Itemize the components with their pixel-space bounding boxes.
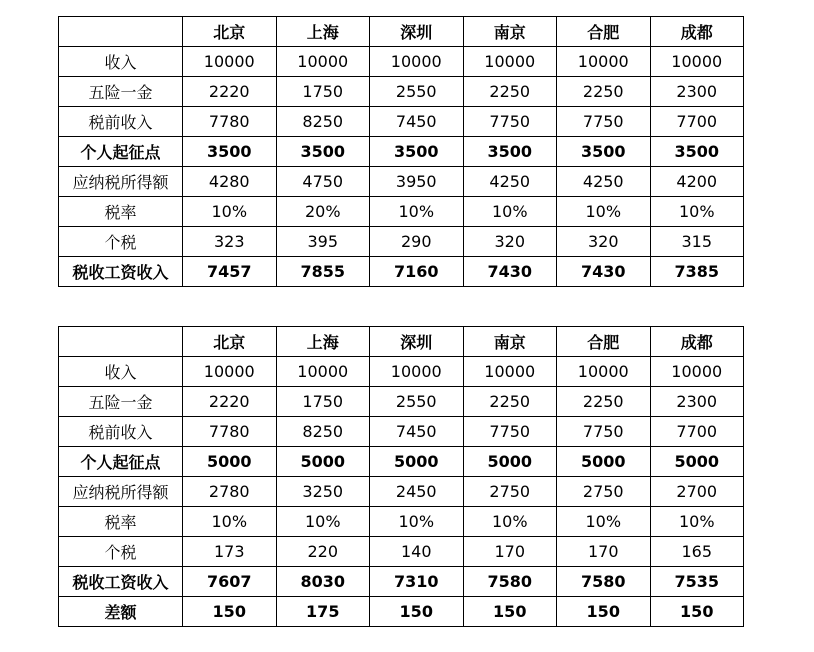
value-cell: 3500 [276, 137, 370, 167]
table-row [59, 447, 744, 477]
value-cell: 10000 [650, 47, 744, 77]
table-row [59, 47, 744, 77]
value-cell: 150 [557, 597, 651, 627]
row-label: 个人起征点 [59, 447, 183, 477]
tax-table-threshold-3500 [58, 16, 744, 287]
value-cell: 10% [370, 507, 464, 537]
value-cell: 2300 [650, 387, 744, 417]
value-cell: 220 [276, 537, 370, 567]
value-cell: 10000 [370, 357, 464, 387]
value-cell: 150 [650, 597, 744, 627]
row-label: 差额 [59, 597, 183, 627]
value-cell: 20% [276, 197, 370, 227]
value-cell: 3250 [276, 477, 370, 507]
value-cell: 2250 [463, 387, 557, 417]
value-cell: 2450 [370, 477, 464, 507]
table-row [59, 567, 744, 597]
table-row [59, 477, 744, 507]
table-row [59, 537, 744, 567]
value-cell: 10% [276, 507, 370, 537]
value-cell: 2550 [370, 387, 464, 417]
corner-cell [59, 17, 183, 47]
value-cell: 7450 [370, 107, 464, 137]
table-row [59, 507, 744, 537]
value-cell: 3500 [557, 137, 651, 167]
city-header: 成都 [650, 327, 744, 357]
city-header: 成都 [650, 17, 744, 47]
value-cell: 7450 [370, 417, 464, 447]
value-cell: 7700 [650, 417, 744, 447]
value-cell: 10000 [370, 47, 464, 77]
row-label: 收入 [59, 357, 183, 387]
value-cell: 7750 [557, 107, 651, 137]
value-cell: 2750 [557, 477, 651, 507]
value-cell: 3500 [650, 137, 744, 167]
row-label: 税前收入 [59, 107, 183, 137]
value-cell: 7855 [276, 257, 370, 287]
value-cell: 10% [463, 197, 557, 227]
value-cell: 10000 [276, 357, 370, 387]
table-row [59, 227, 744, 257]
value-cell: 10% [557, 507, 651, 537]
row-label: 五险一金 [59, 387, 183, 417]
value-cell: 4750 [276, 167, 370, 197]
header-row [59, 17, 744, 47]
row-label: 个税 [59, 537, 183, 567]
value-cell: 1750 [276, 77, 370, 107]
value-cell: 4200 [650, 167, 744, 197]
value-cell: 175 [276, 597, 370, 627]
value-cell: 3500 [370, 137, 464, 167]
value-cell: 5000 [183, 447, 277, 477]
value-cell: 2220 [183, 77, 277, 107]
city-header: 上海 [276, 327, 370, 357]
value-cell: 10% [650, 507, 744, 537]
value-cell: 173 [183, 537, 277, 567]
row-label: 税前收入 [59, 417, 183, 447]
table-row [59, 597, 744, 627]
tax-table-body [59, 17, 744, 287]
value-cell: 10% [463, 507, 557, 537]
value-cell: 7750 [557, 417, 651, 447]
table-row [59, 357, 744, 387]
value-cell: 4250 [557, 167, 651, 197]
value-cell: 290 [370, 227, 464, 257]
value-cell: 7750 [463, 417, 557, 447]
corner-cell [59, 327, 183, 357]
value-cell: 5000 [650, 447, 744, 477]
table-row [59, 417, 744, 447]
value-cell: 150 [183, 597, 277, 627]
value-cell: 4280 [183, 167, 277, 197]
value-cell: 7535 [650, 567, 744, 597]
value-cell: 10000 [276, 47, 370, 77]
row-label: 收入 [59, 47, 183, 77]
value-cell: 3950 [370, 167, 464, 197]
value-cell: 170 [463, 537, 557, 567]
value-cell: 2550 [370, 77, 464, 107]
value-cell: 2220 [183, 387, 277, 417]
value-cell: 10000 [463, 357, 557, 387]
value-cell: 165 [650, 537, 744, 567]
value-cell: 2300 [650, 77, 744, 107]
row-label: 税收工资收入 [59, 257, 183, 287]
value-cell: 2250 [557, 387, 651, 417]
value-cell: 5000 [370, 447, 464, 477]
value-cell: 10000 [557, 47, 651, 77]
table-row [59, 197, 744, 227]
value-cell: 10% [650, 197, 744, 227]
value-cell: 10% [557, 197, 651, 227]
city-header: 深圳 [370, 327, 464, 357]
table-row [59, 77, 744, 107]
city-header: 北京 [183, 17, 277, 47]
table-row [59, 107, 744, 137]
value-cell: 10000 [183, 47, 277, 77]
value-cell: 10% [183, 507, 277, 537]
value-cell: 10000 [183, 357, 277, 387]
value-cell: 3500 [183, 137, 277, 167]
value-cell: 7160 [370, 257, 464, 287]
value-cell: 10% [370, 197, 464, 227]
table-row [59, 387, 744, 417]
value-cell: 4250 [463, 167, 557, 197]
value-cell: 140 [370, 537, 464, 567]
city-header: 上海 [276, 17, 370, 47]
tax-table-body [59, 327, 744, 627]
city-header: 南京 [463, 327, 557, 357]
table-row [59, 137, 744, 167]
value-cell: 315 [650, 227, 744, 257]
value-cell: 320 [557, 227, 651, 257]
row-label: 个税 [59, 227, 183, 257]
row-label: 应纳税所得额 [59, 167, 183, 197]
table-row [59, 257, 744, 287]
city-header: 南京 [463, 17, 557, 47]
value-cell: 7457 [183, 257, 277, 287]
value-cell: 2780 [183, 477, 277, 507]
value-cell: 8030 [276, 567, 370, 597]
table-row [59, 167, 744, 197]
row-label: 应纳税所得额 [59, 477, 183, 507]
city-header: 北京 [183, 327, 277, 357]
value-cell: 323 [183, 227, 277, 257]
value-cell: 150 [370, 597, 464, 627]
value-cell: 7430 [463, 257, 557, 287]
row-label: 个人起征点 [59, 137, 183, 167]
city-header: 合肥 [557, 17, 651, 47]
row-label: 税收工资收入 [59, 567, 183, 597]
value-cell: 5000 [557, 447, 651, 477]
value-cell: 7607 [183, 567, 277, 597]
row-label: 税率 [59, 507, 183, 537]
value-cell: 7580 [557, 567, 651, 597]
value-cell: 10% [183, 197, 277, 227]
tax-table-threshold-5000 [58, 326, 744, 627]
value-cell: 3500 [463, 137, 557, 167]
value-cell: 2700 [650, 477, 744, 507]
value-cell: 5000 [463, 447, 557, 477]
value-cell: 2250 [557, 77, 651, 107]
value-cell: 8250 [276, 107, 370, 137]
value-cell: 10000 [557, 357, 651, 387]
value-cell: 7700 [650, 107, 744, 137]
value-cell: 1750 [276, 387, 370, 417]
value-cell: 10000 [650, 357, 744, 387]
value-cell: 7780 [183, 107, 277, 137]
value-cell: 7780 [183, 417, 277, 447]
city-header: 合肥 [557, 327, 651, 357]
value-cell: 7385 [650, 257, 744, 287]
value-cell: 7430 [557, 257, 651, 287]
value-cell: 170 [557, 537, 651, 567]
value-cell: 395 [276, 227, 370, 257]
value-cell: 2250 [463, 77, 557, 107]
row-label: 五险一金 [59, 77, 183, 107]
value-cell: 8250 [276, 417, 370, 447]
value-cell: 7310 [370, 567, 464, 597]
row-label: 税率 [59, 197, 183, 227]
value-cell: 150 [463, 597, 557, 627]
value-cell: 7580 [463, 567, 557, 597]
value-cell: 320 [463, 227, 557, 257]
header-row [59, 327, 744, 357]
value-cell: 2750 [463, 477, 557, 507]
city-header: 深圳 [370, 17, 464, 47]
value-cell: 5000 [276, 447, 370, 477]
value-cell: 10000 [463, 47, 557, 77]
value-cell: 7750 [463, 107, 557, 137]
